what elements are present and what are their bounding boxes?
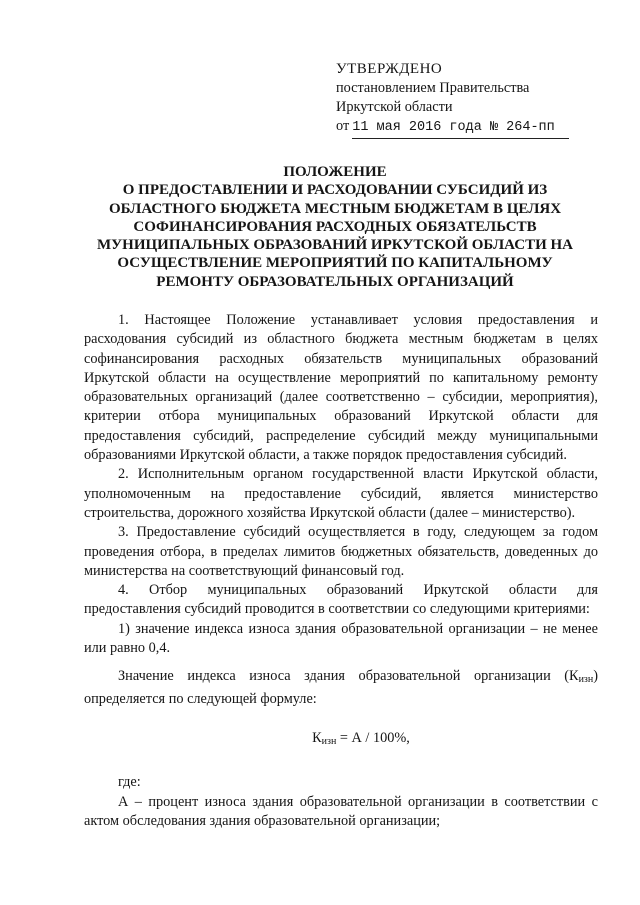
formula-subscript: изн: [321, 735, 337, 747]
approval-line-1: постановлением Правительства: [336, 80, 530, 96]
index-definition-text: Значение индекса износа здания образовательной организации (К: [118, 668, 579, 685]
document-title: [70, 163, 600, 291]
approval-stamp: [336, 60, 606, 139]
approval-line-2: Иркутской области: [336, 99, 453, 115]
approval-date-line: [336, 117, 606, 139]
title-line-7: РЕМОНТУ ОБРАЗОВАТЕЛЬНЫХ ОРГАНИЗАЦИЙ: [156, 273, 514, 290]
paragraph-1: 1. Настоящее Положение устанавливает условия предоставления и расходования субсидий из областного бюджета местным бюджетам в целях софинансирования расходных обязательств муниципальных образований Иркутской области на осуществление мероприятий по капитальному ремонту образовательных организаций (далее соответственно – субсидии, мероприятия), критерии отбора муниципальных образований Иркутской области для предоставления субсидий, распределение субсидий между муниципальными образованиями Иркутской области, а также порядок предоставления субсидий.: [84, 312, 598, 464]
approval-date: 11 мая 2016 года № 264-пп: [352, 118, 569, 139]
title-line-4: СОФИНАНСИРОВАНИЯ РАСХОДНЫХ ОБЯЗАТЕЛЬСТВ: [133, 218, 537, 235]
paragraph-2: 2. Исполнительным органом государственной власти Иркутской области, уполномоченным на предоставление субсидий, является министерство строительства, дорожного хозяйства Иркутской области (далее – министерство).: [84, 466, 598, 521]
paragraph-3: 3. Предоставление субсидий осуществляется в году, следующем за годом проведения отбора, в пределах лимитов бюджетных обязательств, доведенных до министерства на соответствующий финансовый год.: [84, 524, 598, 579]
where-label: где:: [118, 774, 141, 791]
document-body: [84, 311, 598, 831]
title-line-2: О ПРЕДОСТАВЛЕНИИ И РАСХОДОВАНИИ СУБСИДИЙ ИЗ: [122, 182, 548, 199]
formula-k: К: [312, 729, 322, 746]
approval-date-prefix: от: [336, 118, 350, 134]
paragraph-criterion-1: 1) значение индекса износа здания образовательной организации – не менее или равно 0,4.: [84, 620, 598, 657]
title-line-3: ОБЛАСТНОГО БЮДЖЕТА МЕСТНЫМ БЮДЖЕТАМ В ЦЕЛЯХ: [108, 200, 562, 217]
title-line-6: ОСУЩЕСТВЛЕНИЕ МЕРОПРИЯТИЙ ПО КАПИТАЛЬНОМУ: [117, 255, 553, 272]
formula: [84, 729, 598, 751]
title-line-1: ПОЛОЖЕНИЕ: [283, 164, 387, 180]
paragraph-index-definition: [84, 667, 598, 709]
approval-heading: УТВЕРЖДЕНО: [336, 61, 443, 77]
index-subscript: изн: [578, 674, 594, 686]
paragraph-4: 4. Отбор муниципальных образований Иркутской области для предоставления субсидий проводится в соответствии со следующими критериями:: [84, 582, 598, 618]
index-definition-end: ) определяется по следующей формуле:: [84, 668, 598, 707]
paragraph-a-definition: А – процент износа здания образовательной организации в соответствии с актом обследования здания образовательной организации;: [84, 793, 598, 829]
title-line-5: МУНИЦИПАЛЬНЫХ ОБРАЗОВАНИЙ ИРКУТСКОЙ ОБЛАСТИ НА: [97, 237, 573, 254]
formula-rest: = А / 100%,: [336, 729, 410, 746]
